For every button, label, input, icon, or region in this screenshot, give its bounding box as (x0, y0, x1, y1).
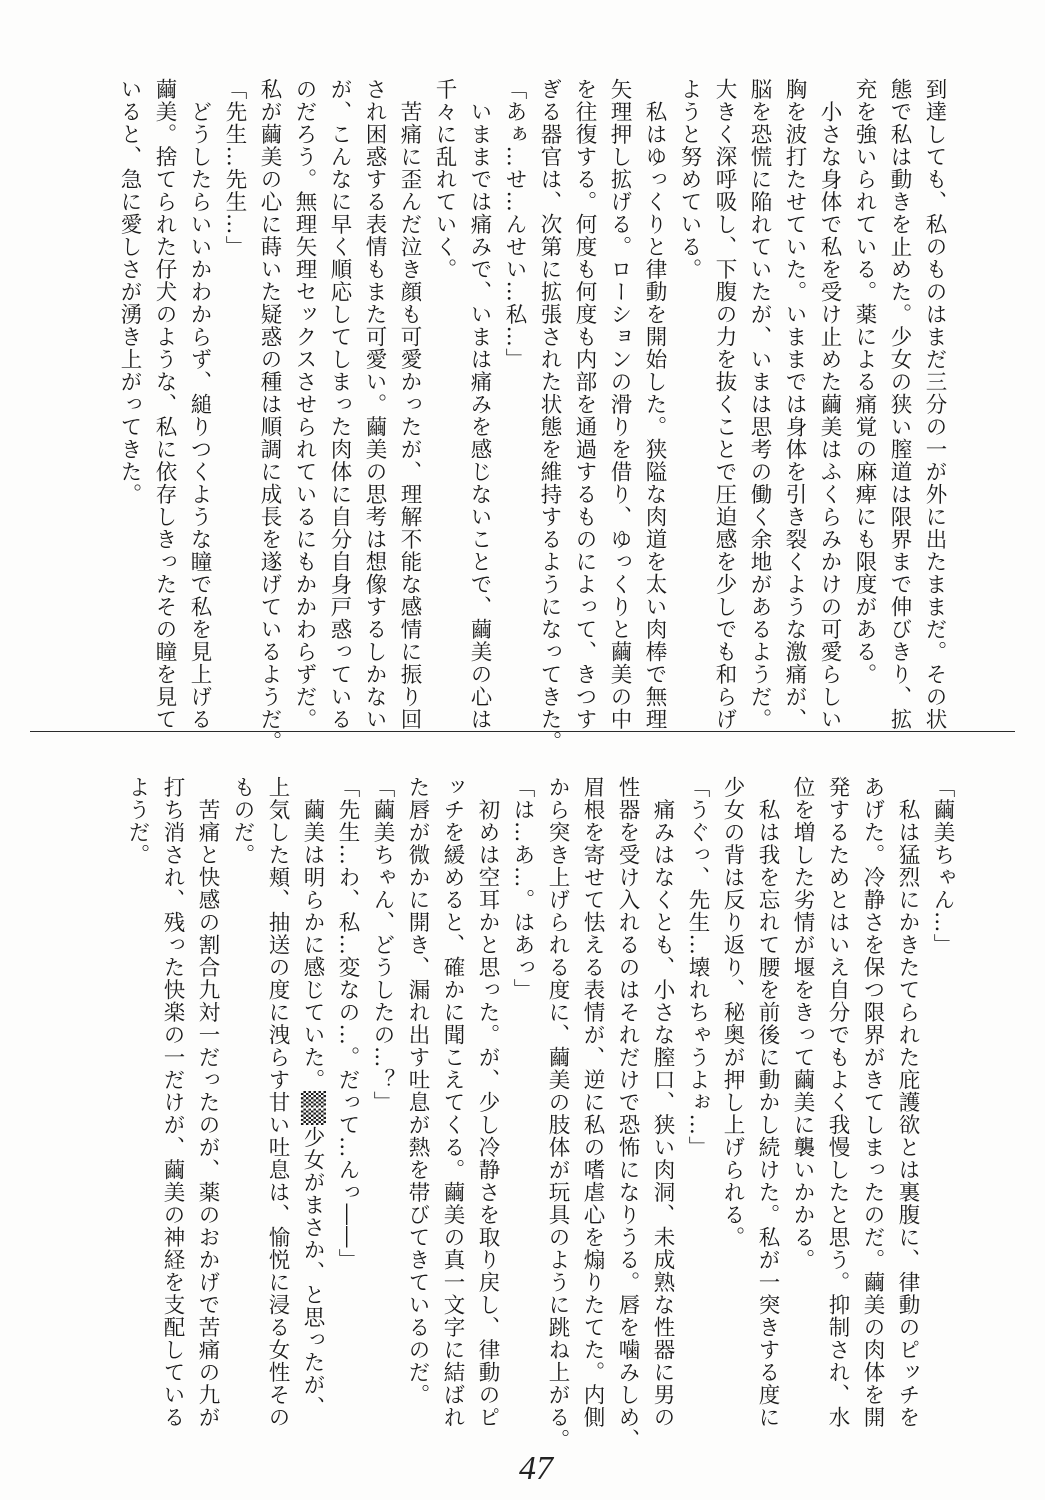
text-column: 大きく深呼吸し、下腹の力を抜くことで圧迫感を少しでも和らげ (712, 78, 737, 731)
text-column: 矢理押し拡げる。ローションの滑りを借り、ゆっくりと繭美の中 (607, 78, 632, 731)
text-column: 繭美。捨てられた仔犬のような、私に依存しきったその瞳を見て (152, 78, 177, 731)
text-column: 私は我を忘れて腰を前後に動かし続けた。私が一突きする度に (755, 776, 780, 1429)
text-column: どうしたらいいかわからず、縋りつくような瞳で私を見上げる (187, 78, 212, 731)
text-column: 千々に乱れていく。 (432, 78, 457, 281)
text-column: 胸を波打たせていた。いままでは身体を引き裂くような激痛が、 (782, 78, 807, 731)
text-column: ようと努めている。 (677, 78, 702, 281)
text-column: 「繭美ちゃん…」 (930, 776, 955, 956)
text-column: 打ち消され、残った快楽の一だけが、繭美の神経を支配している (160, 776, 185, 1429)
text-column: から突き上げられる度に、繭美の肢体が玩具のように跳ね上がる。 (545, 776, 570, 1451)
page-number: 47 (519, 1450, 553, 1487)
text-column: 私は猛烈にかきたてられた庇護欲とは裏腹に、律動のピッチを (895, 776, 920, 1429)
text-column: 小さな身体で私を受け止めた繭美はふくらみかけの可愛らしい (817, 78, 842, 731)
text-column: ものだ。 (230, 776, 255, 866)
text-column: 「先生…先生…」 (222, 78, 247, 258)
text-column: 眉根を寄せて怯える表情が、逆に私の嗜虐心を煽りたてた。内側 (580, 776, 605, 1429)
text-column: 「繭美ちゃん、どうしたの…？」 (370, 776, 395, 1114)
text-column: 私はゆっくりと律動を開始した。狭隘な肉道を太い肉棒で無理 (642, 78, 667, 731)
text-column: 到達しても、私のものはまだ三分の一が外に出たままだ。その状 (922, 78, 947, 731)
text-column: 初めは空耳かと思った。が、少し冷静さを取り戻し、律動のピ (475, 776, 500, 1429)
text-column: 私が繭美の心に蒔いた疑惑の種は順調に成長を遂げているようだ。 (257, 78, 282, 753)
text-column: 「あぁ…せ…んせい…私…」 (502, 78, 527, 371)
text-column: いままでは痛みで、いまは痛みを感じないことで、繭美の心は (467, 78, 492, 731)
text-column: され困惑する表情もまた可愛い。繭美の思考は想像するしかない (362, 78, 387, 731)
section-divider (30, 731, 1015, 732)
text-column: 繭美は明らかに感じていた。▒▒少女がまさか、と思ったが、 (300, 776, 325, 1419)
text-column: た唇が微かに開き、漏れ出す吐息が熱を帯びてきているのだ。 (405, 776, 430, 1406)
text-column: が、こんなに早く順応してしまった肉体に自分自身戸惑っている (327, 78, 352, 731)
text-column: 態で私は動きを止めた。少女の狭い膣道は限界まで伸びきり、拡 (887, 78, 912, 731)
text-column: のだろう。無理矢理セックスさせられているにもかかわらずだ。 (292, 78, 317, 731)
text-column: いると、急に愛しさが湧き上がってきた。 (117, 78, 142, 506)
text-column: 「先生…わ、私…変なの…。だって…んっ――」 (335, 776, 360, 1271)
text-column: 発するためとはいえ自分でもよく我慢したと思う。抑制され、水 (825, 776, 850, 1429)
text-column: 「うぐっ、先生…壊れちゃうよぉ…」 (685, 776, 710, 1159)
text-column: ッチを緩めると、確かに聞こえてくる。繭美の真一文字に結ばれ (440, 776, 465, 1429)
text-column: 上気した頬、抽送の度に洩らす甘い吐息は、愉悦に浸る女性その (265, 776, 290, 1429)
text-column: を往復する。何度も何度も内部を通過するものによって、きつす (572, 78, 597, 731)
text-column: 痛みはなくとも、小さな膣口、狭い肉洞、未成熟な性器に男の (650, 776, 675, 1429)
text-column: 性器を受け入れるのはそれだけで恐怖になりうる。唇を噛みしめ、 (615, 776, 640, 1451)
text-column: 位を増した劣情が堰をきって繭美に襲いかかる。 (790, 776, 815, 1271)
text-column: 充を強いられている。薬による痛覚の麻痺にも限度がある。 (852, 78, 877, 686)
text-column: 苦痛と快感の割合九対一だったのが、薬のおかげで苦痛の九が (195, 776, 220, 1429)
text-column: 苦痛に歪んだ泣き顔も可愛かったが、理解不能な感情に振り回 (397, 78, 422, 731)
text-column: あげた。冷静さを保つ限界がきてしまったのだ。繭美の肉体を開 (860, 776, 885, 1429)
text-column: 脳を恐慌に陥れていたが、いまは思考の働く余地があるようだ。 (747, 78, 772, 731)
text-column: 少女の背は反り返り、秘奥が押し上げられる。 (720, 776, 745, 1249)
text-column: ようだ。 (125, 776, 150, 866)
text-column: ぎる器官は、次第に拡張された状態を維持するようになってきた。 (537, 78, 562, 753)
text-column: 「は…あ…。はあっ」 (510, 776, 535, 1001)
